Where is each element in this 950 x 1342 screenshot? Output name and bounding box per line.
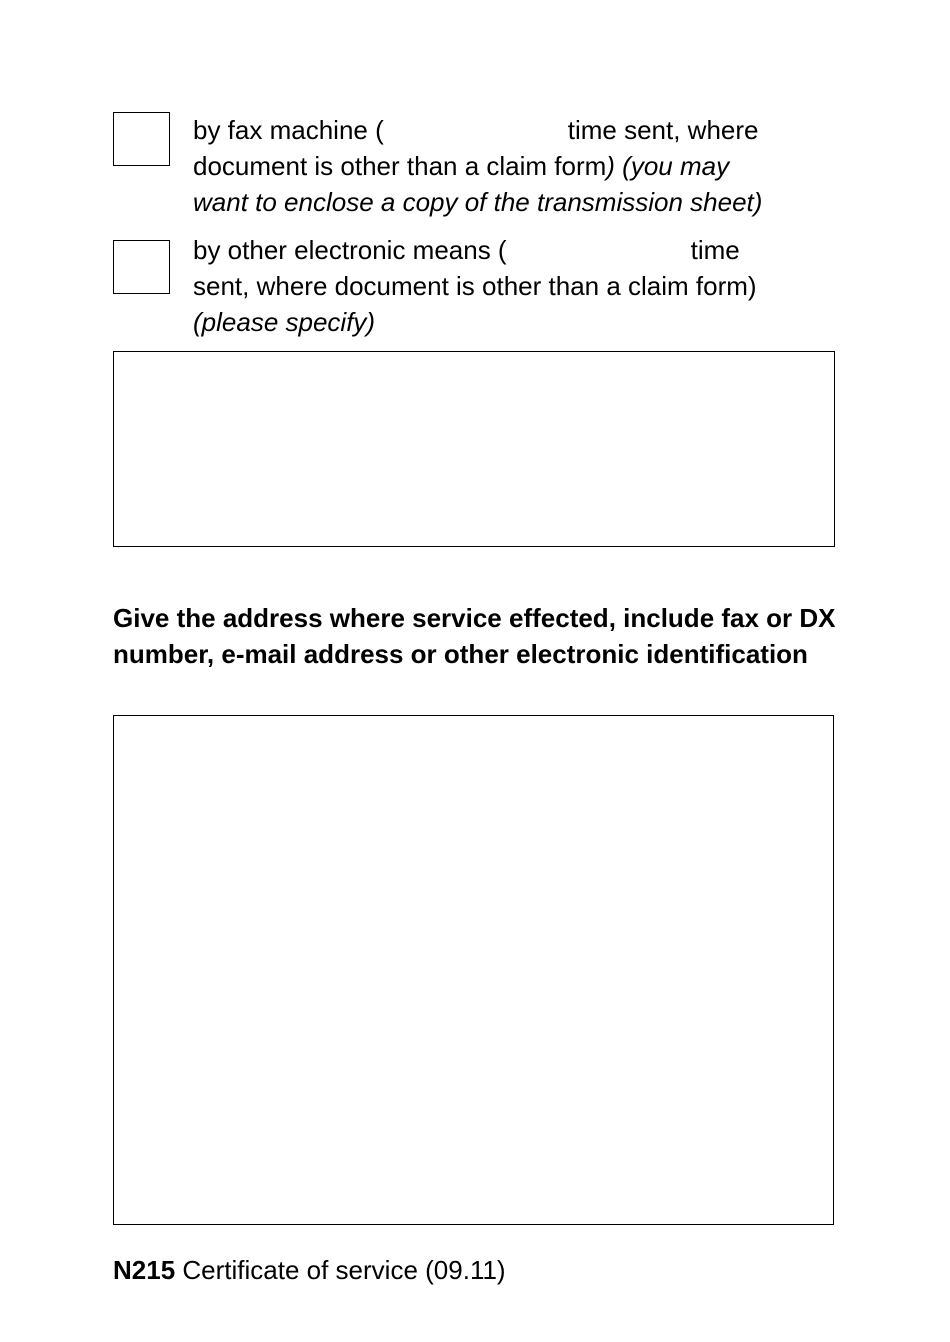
fax-line3-italic: want to enclose a copy of the transmission sheet) xyxy=(193,187,763,217)
form-title: Certificate of service (09.11) xyxy=(182,1255,506,1285)
electronic-option-label xyxy=(193,232,757,340)
form-footer xyxy=(113,1252,506,1288)
electronic-line3-italic: (please specify) xyxy=(193,307,376,337)
electronic-means-checkbox[interactable] xyxy=(113,240,170,294)
address-heading: Give the address where service effected, include fax or DX number, e-mail address or other electronic identification xyxy=(113,603,836,669)
fax-option-label xyxy=(193,112,762,220)
electronic-suffix: time xyxy=(690,235,740,265)
electronic-prefix: by other electronic means ( xyxy=(193,235,507,265)
fax-prefix: by fax machine ( xyxy=(193,115,384,145)
fax-machine-checkbox[interactable] xyxy=(113,112,170,166)
service-address-field[interactable] xyxy=(113,715,834,1225)
electronic-means-specify-field[interactable] xyxy=(113,351,835,547)
form-code: N215 xyxy=(113,1255,176,1285)
fax-line2-italic: ) (you may xyxy=(606,151,730,181)
fax-suffix: time sent, where xyxy=(567,115,759,145)
electronic-line2: sent, where document is other than a claim form) xyxy=(193,271,757,301)
fax-line2: document is other than a claim form xyxy=(193,151,607,181)
